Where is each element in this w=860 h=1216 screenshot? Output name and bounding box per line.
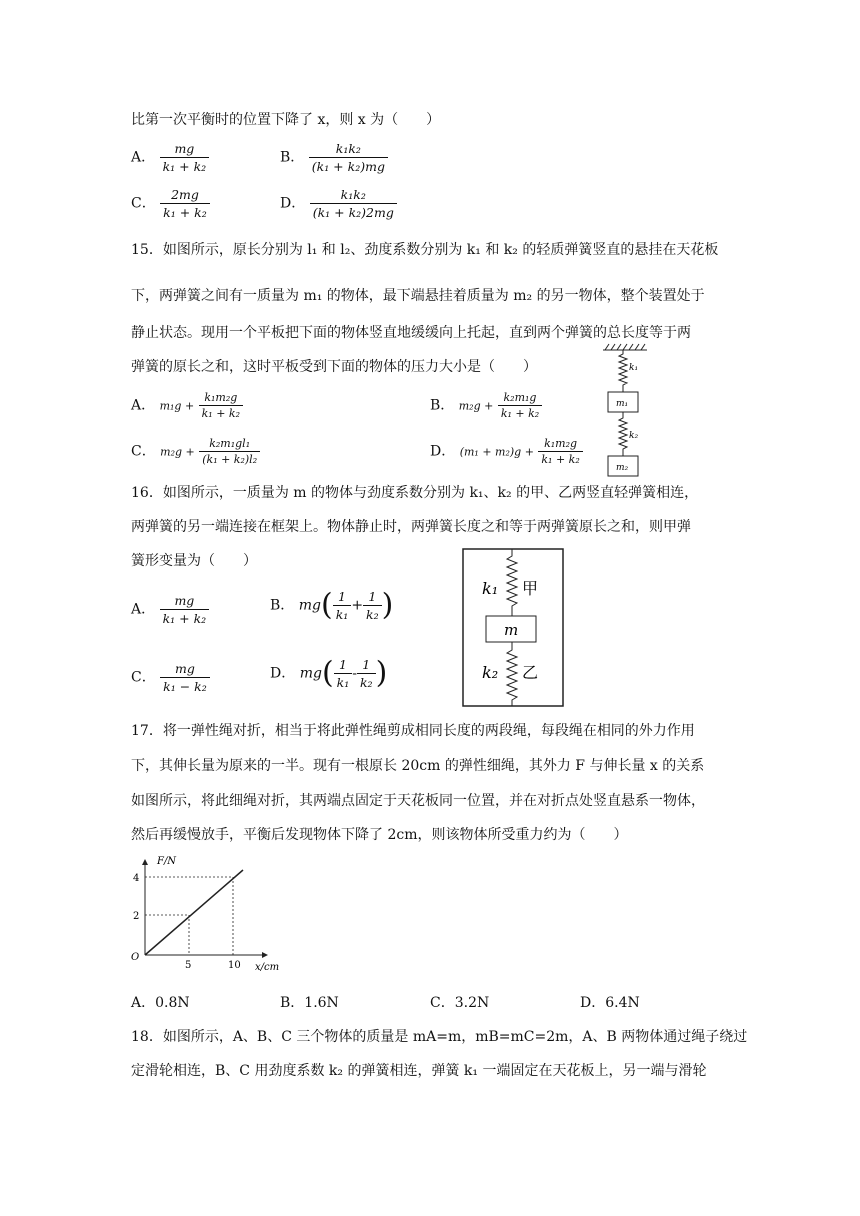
fraction: $\frac{\text{k₂m₁g}}{\text{k₁ + k₂}}$ [498,390,542,421]
fraction: $\frac{mg}{\text{k₁ + k₂}}$ [160,592,210,627]
q15-line-1: 15．如图所示，原长分别为 l₁ 和 l₂、劲度系数分别为 k₁ 和 k₂ 的轻质弹簧竖直的悬挂在天花板 [131,242,719,258]
q15-spring-figure [595,340,655,480]
svg-text:m₁: m₁ [616,399,629,409]
fraction: $\frac{\text{k₁m₂g}}{\text{k₁ + k₂}}$ [199,390,243,421]
q17-option-c[interactable]: C．3.2N [430,995,490,1011]
q14-option-d[interactable]: D． $\frac{\text{k₁k₂}}{\text{(k₁ + k₂)2mg}}$ [280,186,397,221]
y-tick-4: 4 [133,873,140,884]
q17-option-a[interactable]: A．0.8N [131,995,190,1011]
q16-frame-figure [462,548,564,708]
svg-text:m₂: m₂ [616,463,629,473]
svg-text:k₂: k₂ [482,663,499,682]
spring-k1 [619,350,627,392]
q15-option-a[interactable]: A． m₁g + $\frac{\text{k₁m₂g}}{\text{k₁ + k₂}}$ [131,390,243,421]
q16-line-2: 两弹簧的另一端连接在框架上。物体静止时，两弹簧长度之和等于两弹簧原长之和，则甲弹 [131,519,691,535]
q15-option-b[interactable]: B． m₂g + $\frac{\text{k₂m₁g}}{\text{k₁ + k₂}}$ [430,390,542,421]
q15-option-c[interactable]: C． m₂g + $\frac{\text{k₂m₁gl₁}}{\text{(k₁ + k₂)l₂}}$ [131,436,260,467]
fraction: $\frac{\text{k₂m₁gl₁}}{\text{(k₁ + k₂)l₂}}$ [199,436,260,467]
q16-line-3: 簧形变量为（ ） [131,553,257,569]
x-tick-10: 10 [228,960,241,971]
q15-line-2: 下，两弹簧之间有一质量为 m₁ 的物体，最下端悬挂着质量为 m₂ 的另一物体，整个装置处于 [131,288,705,304]
origin-label: O [131,952,140,963]
q14-stem-tail: 比第一次平衡时的位置下降了 x，则 x 为（ ） [131,112,441,128]
svg-text:甲: 甲 [522,579,539,598]
x-axis-label: x/cm [255,962,280,973]
q14-option-c[interactable]: C． $\frac{2mg}{\text{k₁ + k₂}}$ [131,186,210,221]
q18-line-1: 18．如图所示，A、B、C 三个物体的质量是 mA=m，mB=mC=2m，A、B 两物体通过绳子绕过 [131,1029,748,1045]
fraction: $\frac{\text{k₁k₂}}{\text{(k₁ + k₂)2mg}}$ [310,186,397,221]
q16-option-b[interactable]: B． mg( $\frac{1}{\text{k₁}}$ + $\frac{1}{\text{k₂}}$ ) [270,587,394,623]
spring-k2 [619,412,627,456]
svg-text:m: m [504,621,519,639]
svg-text:k₁: k₁ [629,363,639,373]
q18-line-2: 定滑轮相连，B、C 用劲度系数 k₂ 的弹簧相连，弹簧 k₁ 一端固定在天花板上，另一端与滑轮 [131,1063,707,1079]
q17-line-4: 然后再缓慢放手，平衡后发现物体下降了 2cm，则该物体所受重力约为（ ） [131,827,628,843]
force-line [145,870,243,955]
q17-line-1: 17．将一弹性绳对折，相当于将此弹性绳剪成相同长度的两段绳，每段绳在相同的外力作用 [131,723,695,739]
q16-option-a[interactable]: A． $\frac{mg}{\text{k₁ + k₂}}$ [131,592,209,627]
fraction: $\frac{mg}{\text{k₁ − k₂}}$ [160,660,210,695]
x-tick-5: 5 [185,960,192,971]
fraction: $\frac{2mg}{\text{k₁ + k₂}}$ [160,186,210,221]
svg-text:k₁: k₁ [482,579,499,598]
q14-option-b[interactable]: B． $\frac{\text{k₁k₂}}{\text{(k₁ + k₂)mg}}$ [280,140,388,175]
y-tick-2: 2 [133,911,140,922]
q16-option-d[interactable]: D． mg( $\frac{1}{\text{k₁}}$ - $\frac{1}{\text{k₂}}$ ) [270,655,388,691]
fraction: $\frac{mg}{\text{k₁ + k₂}}$ [160,140,210,175]
q17-option-b[interactable]: B．1.6N [280,995,339,1011]
q14-option-a[interactable]: A． $\frac{mg}{\text{k₁ + k₂}}$ [131,140,209,175]
q16-line-1: 16．如图所示，一质量为 m 的物体与劲度系数分别为 k₁、k₂ 的甲、乙两竖直轻弹簧相连， [131,485,699,501]
q17-line-2: 下，其伸长量为原来的一半。现有一根原长 20cm 的弹性细绳，其外力 F 与伸长量 x 的关系 [131,758,705,774]
q17-force-graph [125,850,285,975]
svg-text:k₂: k₂ [629,431,639,441]
q15-option-d[interactable]: D． (m₁ + m₂)g + $\frac{\text{k₁m₂g}}{\text{k₁ + k₂}}$ [430,436,583,467]
svg-text:乙: 乙 [522,663,539,682]
q15-line-4: 弹簧的原长之和，这时平板受到下面的物体的压力大小是（ ） [131,359,537,375]
q17-option-d[interactable]: D．6.4N [580,995,640,1011]
q15-line-3: 静止状态。现用一个平板把下面的物体竖直地缓缓向上托起，直到两个弹簧的总长度等于两 [131,325,691,341]
ceiling-hatch [603,344,647,350]
q16-option-c[interactable]: C． $\frac{mg}{\text{k₁ − k₂}}$ [131,660,210,695]
fraction: $\frac{\text{k₁k₂}}{\text{(k₁ + k₂)mg}}$ [309,140,388,175]
fraction: $\frac{\text{k₁m₂g}}{\text{k₁ + k₂}}$ [538,436,582,467]
q17-line-3: 如图所示，将此细绳对折，其两端点固定于天花板同一位置，并在对折点处竖直悬系一物体， [131,793,705,809]
y-axis-label: F/N [157,856,177,867]
